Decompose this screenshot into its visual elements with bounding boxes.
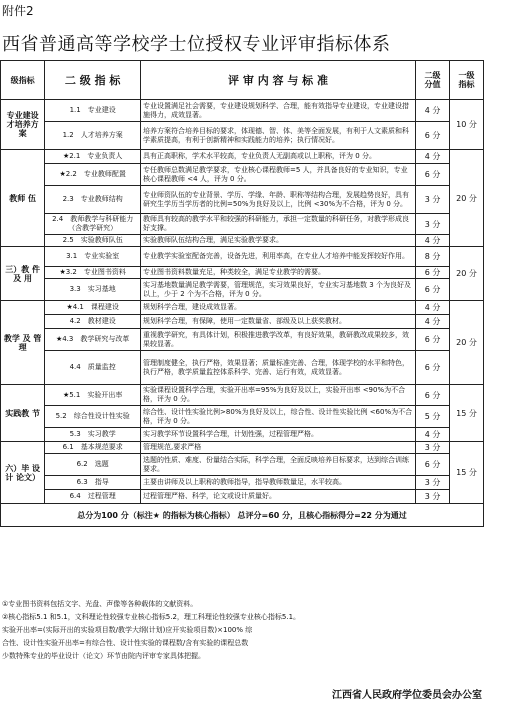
- level2-indicator: 3.1 专业实验室: [45, 247, 141, 267]
- table-row: [1, 385, 484, 406]
- level2-indicator: 6.3 指导: [45, 476, 141, 490]
- level2-indicator: 4.2 教材建设: [45, 315, 141, 329]
- level2-score: 6 分: [416, 351, 450, 385]
- criteria-table: [0, 60, 484, 527]
- criteria-text: 具有正高职称，学术水平较高，专业负责人无副高或以上职称，评为 0 分。: [141, 150, 416, 164]
- table-row: [1, 267, 484, 279]
- header-l2: 二 级 指 标: [45, 61, 141, 100]
- criteria-text: 综合性、设计性实验比例>80%为良好及以上，综合性、设计性实验比例 <60%为不合格，评为 0 分。: [141, 406, 416, 428]
- criteria-text: 实习教学环节设置科学合理，计划性强，过程管理严格。: [141, 428, 416, 442]
- table-row: [1, 442, 484, 454]
- table-row: [1, 454, 484, 476]
- page-title: 西省普通高等学校学士位授权专业评审指标体系: [2, 34, 391, 55]
- table-row: [1, 351, 484, 385]
- note-item: ②核心指标5.1 和5.1，文科理论性较强专业核心指标5.2，理工科理论性较强专业核心指标5.1。: [2, 613, 301, 621]
- level1-score: 20 分: [450, 150, 484, 247]
- table-row: [1, 122, 484, 150]
- attachment-label: 附件2: [2, 4, 34, 18]
- notes: [2, 598, 482, 663]
- criteria-text: 专业图书资料数量充足，种类较全，满足专业教学的需要。: [141, 267, 416, 279]
- criteria-text: 管理规范,要求严格: [141, 442, 416, 454]
- level2-indicator: 6.4 过程管理: [45, 490, 141, 504]
- criteria-text: 专业师资队伍的专业背景、学历、学缘、年龄、职称等结构合理，发展趋势良好，具有研究生学历当学历者的比例=50%为良好及以上，比例 <30%为不合格，评为 0 分。: [141, 186, 416, 214]
- table-row: [1, 186, 484, 214]
- criteria-text: 过程管理严格、科学，论文或设计质量好。: [141, 490, 416, 504]
- note-item: 少数特殊专业的毕业设计（论文）环节由院内评审专家具体把握。: [2, 652, 205, 660]
- level2-indicator: ★4.3 教学研究与改革: [45, 329, 141, 351]
- criteria-text: 教师具有较高的教学水平和较强的科研能力，承担一定数量的科研任务，对教学形成良好支撑。: [141, 214, 416, 235]
- level2-score: 4 分: [416, 301, 450, 315]
- level2-score: 6 分: [416, 329, 450, 351]
- level2-indicator: ★4.1 课程建设: [45, 301, 141, 315]
- level1-indicator: 教学 及 管 理: [1, 301, 45, 385]
- level2-score: 3 分: [416, 442, 450, 454]
- table-row: [1, 214, 484, 235]
- level2-indicator: 2.3 专业教师结构: [45, 186, 141, 214]
- level2-score: 3 分: [416, 186, 450, 214]
- level2-score: 3 分: [416, 476, 450, 490]
- level2-indicator: 2.5 实验教师队伍: [45, 235, 141, 247]
- level2-indicator: ★5.1 实验开出率: [45, 385, 141, 406]
- level2-indicator: 1.1 专业建设: [45, 100, 141, 122]
- table-row: [1, 247, 484, 267]
- level2-indicator: 1.2 人才培养方案: [45, 122, 141, 150]
- header-l1: 级指标: [1, 61, 45, 100]
- level2-score: 3 分: [416, 214, 450, 235]
- level2-score: 3 分: [416, 490, 450, 504]
- criteria-text: 实验课程设置科学合理，实验开出率=95%为良好及以上，实验开出率 <90%为不合格，评为 0 分。: [141, 385, 416, 406]
- criteria-text: 专任教师总数满足教学要求，专业核心课程教师=5 人，并具备良好的专业知识，专业核心课程教师 <4 人，评为 0 分。: [141, 164, 416, 186]
- header-l2-score: 二级 分值: [416, 61, 450, 100]
- level2-indicator: 6.1 基本规范要求: [45, 442, 141, 454]
- level1-score: 20 分: [450, 247, 484, 301]
- level2-score: 6 分: [416, 454, 450, 476]
- table-row: [1, 235, 484, 247]
- table-row: [1, 100, 484, 122]
- note-item: ①专业图书资料包括文字、光盘、声像等各种载体的文献资料。: [2, 600, 198, 608]
- level2-score: 5 分: [416, 406, 450, 428]
- table-row: [1, 476, 484, 490]
- level2-score: 8 分: [416, 247, 450, 267]
- level1-indicator: 三）教 件 及 用: [1, 247, 45, 301]
- header-content: 评 审 内 容 与 标 准: [141, 61, 416, 100]
- criteria-text: 实习基地数量满足教学需要，管理规范，实习效果良好，专业实习基地数 3 个为良好及以上，少于 2 个为不合格，评为 0 分。: [141, 279, 416, 301]
- level2-score: 6 分: [416, 279, 450, 301]
- level2-score: 4 分: [416, 315, 450, 329]
- level1-indicator: 实践教 节: [1, 385, 45, 442]
- level2-score: 6 分: [416, 122, 450, 150]
- total-line: 总分为100 分（标注★ 的指标为核心指标） 总评分=60 分，且核心指标得分=22 分为通过: [1, 504, 484, 527]
- table-row: [1, 490, 484, 504]
- criteria-text: 规划科学合理，有保障，使用一定数量省、部级及以上获奖教材。: [141, 315, 416, 329]
- level2-indicator: 4.4 质量监控: [45, 351, 141, 385]
- note-item: 实验开出率=(实际开出的实验项目数/教学大纲(计划)应开实验项目数)×100% 综: [2, 626, 253, 634]
- criteria-text: 实验教师队伍结构合理，满足实验教学要求。: [141, 235, 416, 247]
- criteria-text: 主要由讲师及以上职称的教师指导，指导教师数量足，水平较高。: [141, 476, 416, 490]
- level2-score: 4 分: [416, 235, 450, 247]
- criteria-text: 专业教学实验室配备完善，设备先进，利用率高，在专业人才培养中能发挥较好作用。: [141, 247, 416, 267]
- level1-indicator: 专业建设 才培养方案: [1, 100, 45, 150]
- level2-score: 4 分: [416, 150, 450, 164]
- table-row: [1, 329, 484, 351]
- table-row: [1, 315, 484, 329]
- criteria-text: 培养方案符合培养目标的要求，体现德、智、体、美等全面发展，有利于人文素质和科学素质提高，有利于创新精神和实践能力的培养；执行情况好。: [141, 122, 416, 150]
- level2-score: 4 分: [416, 428, 450, 442]
- note-item: 合性、设计性实验开出率=有综合性、设计性实验的课程数/含有实验的课程总数: [2, 639, 249, 647]
- criteria-rows: [1, 100, 484, 504]
- level2-indicator: 6.2 选题: [45, 454, 141, 476]
- level1-indicator: 教师 伍: [1, 150, 45, 247]
- level2-indicator: 5.3 实习教学: [45, 428, 141, 442]
- table-row: [1, 428, 484, 442]
- criteria-text: 管理制度健全，执行严格，效果显著；质量标准完善、合理，体现学校的水平和特色，执行严格，教学质量监控体系科学、完善、运行有效，成效显著。: [141, 351, 416, 385]
- criteria-text: 规划科学合理，建设成效显著。: [141, 301, 416, 315]
- criteria-text: 专业设置满足社会需要，专业建设规划科学、合理，能有效指导专业建设，专业建设措施得力，成效显著。: [141, 100, 416, 122]
- level1-score: 15 分: [450, 442, 484, 504]
- level2-indicator: 3.3 实习基地: [45, 279, 141, 301]
- level2-indicator: 5.2 综合性设计性实验: [45, 406, 141, 428]
- level2-indicator: ★2.2 专业教师配置: [45, 164, 141, 186]
- level2-indicator: 2.4 教师教学与科研能力（含教学研究）: [45, 214, 141, 235]
- criteria-text: 重视教学研究，有具体计划，积极推进教学改革，有良好效果，教研教改成果较多，效果较显著。: [141, 329, 416, 351]
- level2-score: 6 分: [416, 385, 450, 406]
- table-row: [1, 301, 484, 315]
- header-l1-score: 一级 指标: [450, 61, 484, 100]
- level1-score: 20 分: [450, 301, 484, 385]
- criteria-text: 选题的性质、难度、份量结合实际，科学合理，全面反映培养目标要求，达到综合训练要求。: [141, 454, 416, 476]
- level2-score: 4 分: [416, 100, 450, 122]
- level1-score: 10 分: [450, 100, 484, 150]
- level2-score: 6 分: [416, 267, 450, 279]
- level2-score: 6 分: [416, 164, 450, 186]
- table-row: [1, 164, 484, 186]
- table-row: [1, 150, 484, 164]
- issuing-office: 江西省人民政府学位委员会办公室: [332, 690, 482, 701]
- level1-indicator: 六）毕 设计 论文）: [1, 442, 45, 504]
- table-row: [1, 406, 484, 428]
- level2-indicator: ★2.1 专业负责人: [45, 150, 141, 164]
- level2-indicator: ★3.2 专业图书资料: [45, 267, 141, 279]
- table-row: [1, 279, 484, 301]
- level1-score: 15 分: [450, 385, 484, 442]
